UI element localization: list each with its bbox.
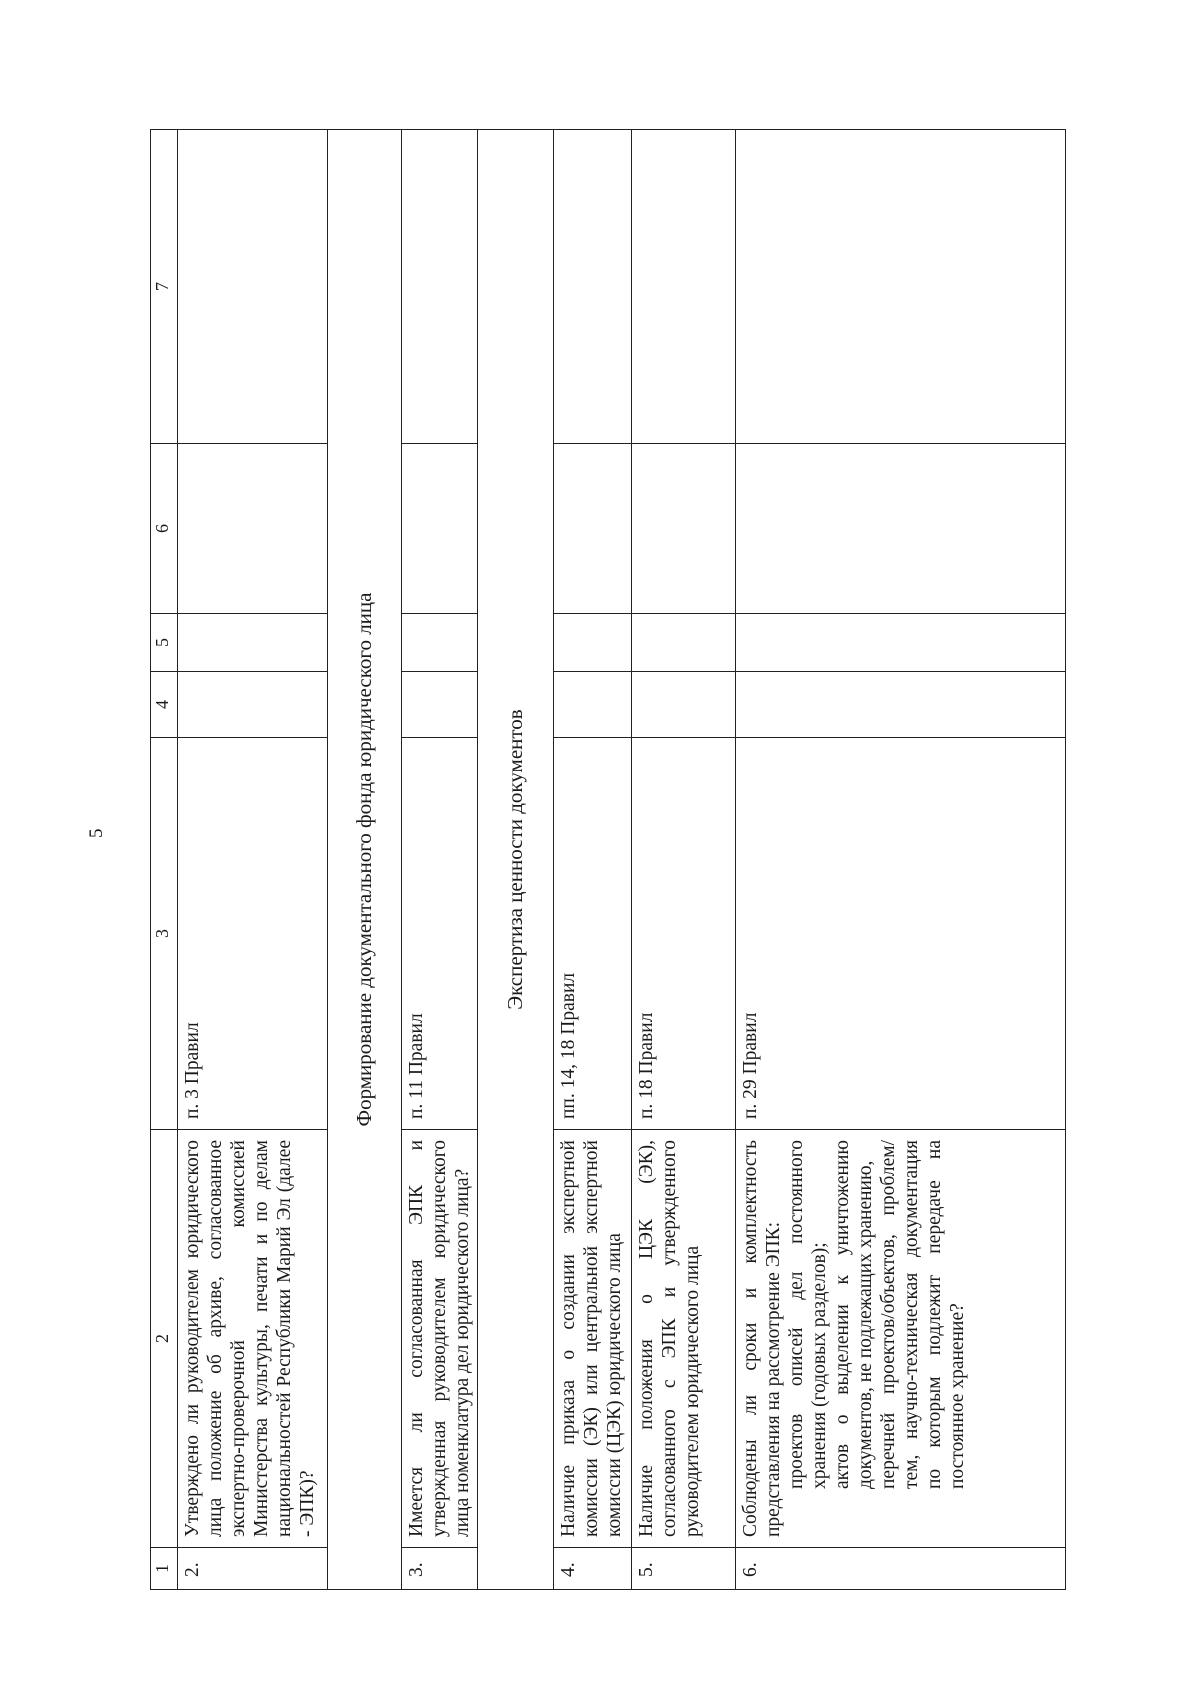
empty-cell (736, 444, 1066, 614)
question-line: проектов описей дел постоянного хранения (годовых разделов); (786, 1140, 830, 1489)
row-question: Наличие приказа о создании экспертной комиссии (ЭК) или центральной экспертной комиссии (ЦЭК) юридического лица (554, 1130, 632, 1548)
empty-cell (554, 130, 632, 444)
column-number-header (151, 130, 178, 1590)
section-title: Формирование документального фонда юридического лица (328, 130, 402, 1590)
empty-cell (632, 130, 736, 444)
row-question (736, 1130, 1066, 1548)
row-number: 5. (632, 1548, 736, 1590)
row-number: 6. (736, 1548, 1066, 1590)
empty-cell (632, 672, 736, 738)
empty-cell (632, 614, 736, 672)
empty-cell (178, 672, 328, 738)
header-cell: 7 (151, 130, 178, 444)
row-question: Имеется ли согласованная ЭПК и утвержденная руководителем юридического лица номенклатура дел юридического лица? (402, 1130, 478, 1548)
row-number: 4. (554, 1548, 632, 1590)
table-row (554, 130, 632, 1590)
header-cell: 4 (151, 672, 178, 738)
empty-cell (402, 130, 478, 444)
empty-cell (402, 614, 478, 672)
empty-cell (554, 614, 632, 672)
page-number: 5 (86, 828, 107, 838)
empty-cell (736, 614, 1066, 672)
row-number: 2. (178, 1548, 328, 1590)
empty-cell (554, 672, 632, 738)
question-line: актов о выделении к уничтожению документов, не подлежащих хранению, (832, 1140, 876, 1489)
empty-cell (554, 444, 632, 614)
row-reference: п. 11 Правил (402, 738, 478, 1130)
empty-cell (402, 672, 478, 738)
header-cell: 3 (151, 738, 178, 1130)
section-row (328, 130, 402, 1590)
empty-cell (402, 444, 478, 614)
empty-cell (736, 672, 1066, 738)
header-cell: 2 (151, 1130, 178, 1548)
header-cell: 6 (151, 444, 178, 614)
row-question: Наличие положения о ЦЭК (ЭК), согласованного с ЭПК и утвержденного руководителем юридического лица (632, 1130, 736, 1548)
section-title: Экспертиза ценности документов (478, 130, 554, 1590)
table-row (632, 130, 736, 1590)
row-reference: п. 18 Правил (632, 738, 736, 1130)
empty-cell (178, 130, 328, 444)
empty-cell (178, 444, 328, 614)
table-row (736, 130, 1066, 1590)
section-row (478, 130, 554, 1590)
row-number: 3. (402, 1548, 478, 1590)
row-reference: п. 29 Правил (736, 738, 1066, 1130)
rotated-page-content (150, 130, 1100, 1590)
question-line: перечней проектов/объектов, проблем/тем, научно-техническая документация по которым подлежит передаче на постоянное хранение? (878, 1140, 968, 1489)
question-intro: Соблюдены ли сроки и комплектность представления на рассмотрение ЭПК: (740, 1140, 784, 1537)
table-row (402, 130, 478, 1590)
table-row (178, 130, 328, 1590)
empty-cell (178, 614, 328, 672)
empty-cell (736, 130, 1066, 444)
inspection-checklist-table (150, 129, 1066, 1590)
row-reference: п. 3 Правил (178, 738, 328, 1130)
row-question: Утверждено ли руководителем юридического лица положение об архиве, согласованное экспертно-проверочной комиссией Министерства культуры, печати и по делам национальностей Республики Марий Эл (далее - ЭПК)? (178, 1130, 328, 1548)
header-cell: 5 (151, 614, 178, 672)
row-reference: пп. 14, 18 Правил (554, 738, 632, 1130)
empty-cell (632, 444, 736, 614)
header-cell: 1 (151, 1548, 178, 1590)
